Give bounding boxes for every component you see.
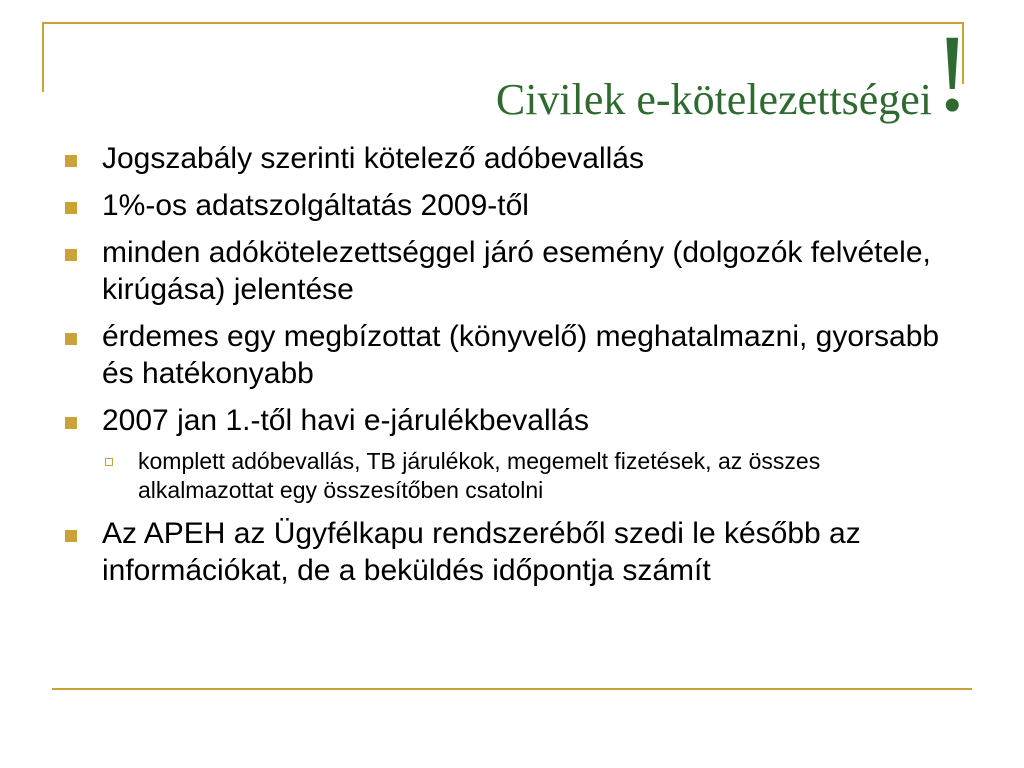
bullet-item — [58, 140, 958, 177]
square-bullet-icon — [65, 202, 77, 214]
bullet-text: Az APEH az Ügyfélkapu rendszeréből szedi le később az információkat, de a beküldés időpontja számít — [102, 517, 861, 587]
frame-line-top — [42, 22, 964, 24]
bullet-item — [58, 318, 958, 392]
square-bullet-icon — [65, 417, 77, 429]
sub-bullet-item — [58, 447, 958, 505]
square-bullet-icon — [65, 333, 77, 345]
bullet-text: érdemes egy megbízottat (könyvelő) meghatalmazni, gyorsabb és hatékonyabb — [102, 320, 940, 390]
bullet-text: Jogszabály szerinti kötelező adóbevallás — [102, 142, 644, 175]
bullet-item — [58, 402, 958, 439]
bullet-list — [58, 140, 958, 599]
square-bullet-icon — [65, 249, 77, 261]
frame-line-bottom — [52, 688, 972, 690]
square-bullet-icon — [65, 530, 77, 542]
hollow-square-bullet-icon — [105, 458, 113, 466]
bullet-item — [58, 515, 958, 589]
bullet-item — [58, 234, 958, 308]
sub-bullet-text: komplett adóbevallás, TB járulékok, megemelt fizetések, az összes alkalmazottat egy összesítőben csatolni — [138, 448, 821, 503]
bullet-item — [58, 187, 958, 224]
title-exclamation: ! — [934, 12, 971, 134]
bullet-text: 2007 jan 1.-től havi e-járulékbevallás — [102, 404, 589, 437]
square-bullet-icon — [65, 155, 77, 167]
slide-title: Civilek e-kötelezettségei — [495, 75, 932, 124]
bullet-text: minden adókötelezettséggel járó esemény (dolgozók felvétele, kirúgása) jelentése — [102, 236, 931, 306]
frame-line-left — [42, 22, 44, 92]
bullet-text: 1%-os adatszolgáltatás 2009-től — [102, 189, 529, 222]
